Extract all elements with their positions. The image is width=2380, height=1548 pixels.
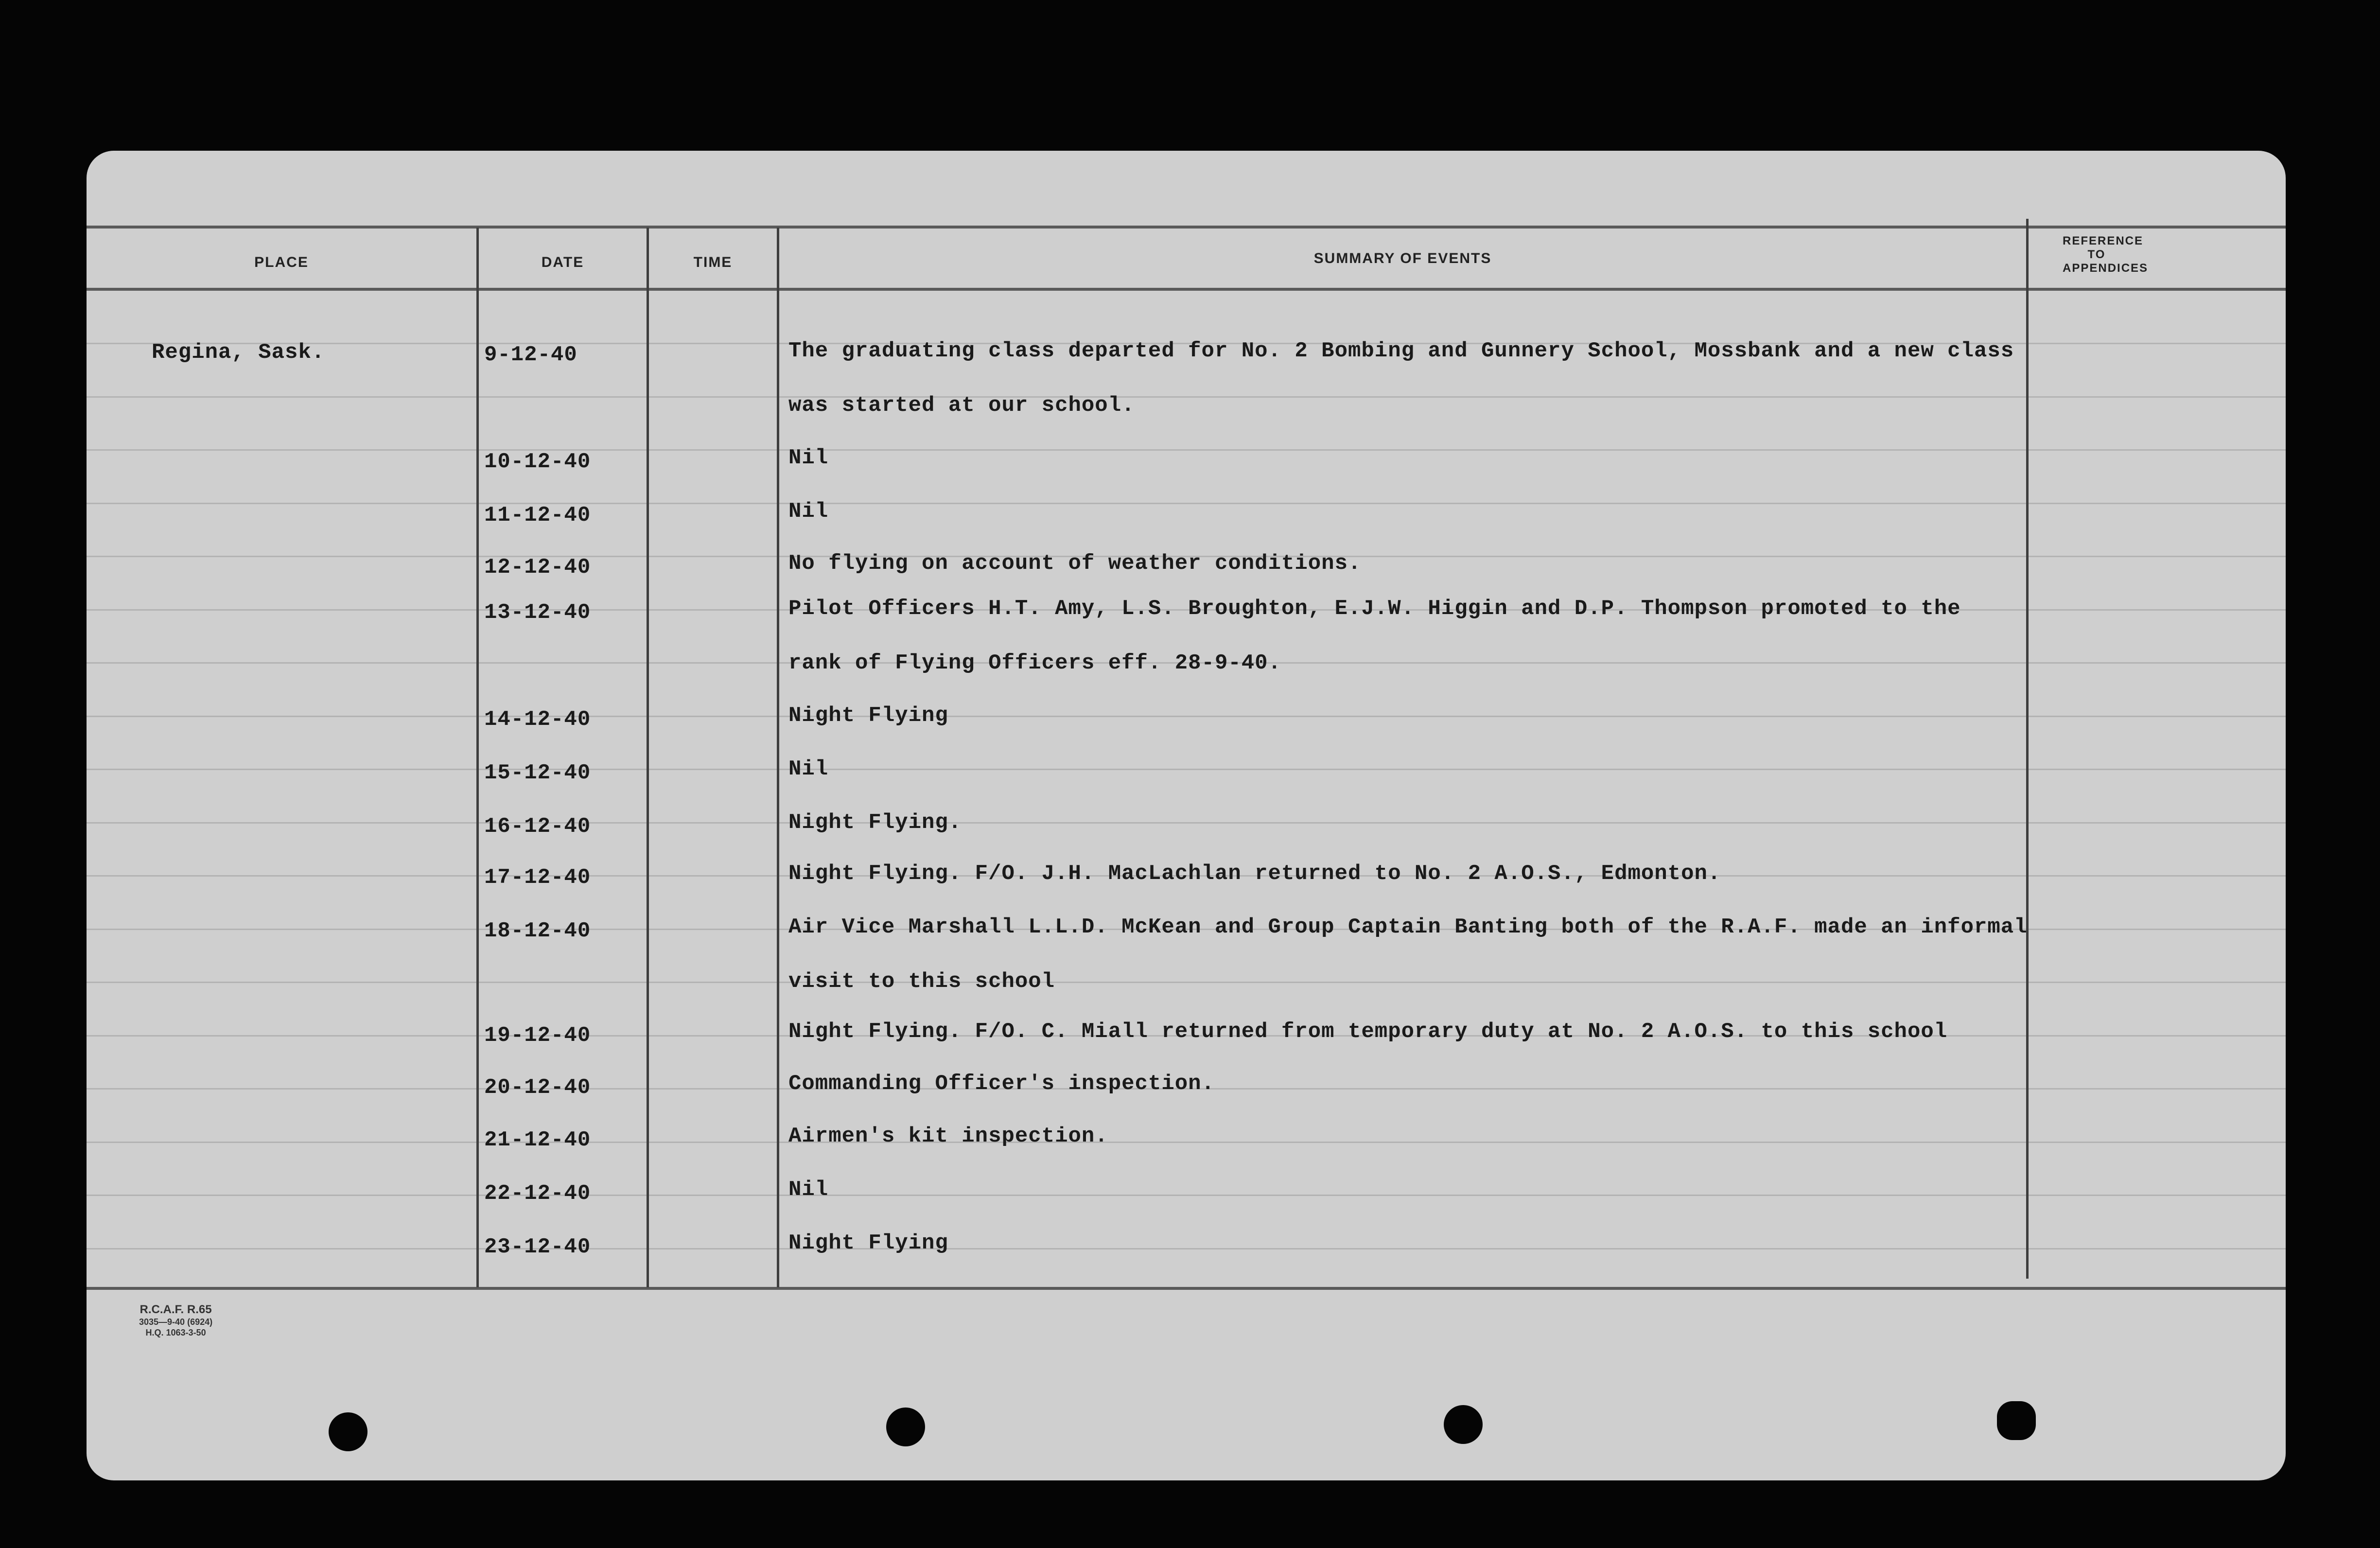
entry-summary-line: No flying on account of weather conditions.: [788, 551, 1362, 576]
entry-summary-line: Night Flying: [788, 1231, 948, 1255]
entry-summary-line: Night Flying. F/O. C. Miall returned from temporary duty at No. 2 A.O.S. to this school: [788, 1020, 1948, 1044]
header-date: DATE: [541, 254, 584, 270]
entry-summary-line: Nil: [788, 1178, 829, 1202]
header-reference: REFERENCE TO APPENDICES: [2063, 234, 2149, 275]
entry-date: 19-12-40: [484, 1023, 591, 1048]
entry-date: 16-12-40: [484, 814, 591, 839]
entry-summary-line: Airmen's kit inspection.: [788, 1124, 1108, 1148]
header-summary: SUMMARY OF EVENTS: [1313, 250, 1492, 266]
header-bottom-rule: [87, 288, 2286, 291]
col-separator-summary: [2026, 219, 2029, 1279]
entry-summary-line: Night Flying. F/O. J.H. MacLachlan returned to No. 2 A.O.S., Edmonton.: [788, 862, 1721, 886]
ruled-line: [87, 1142, 2286, 1143]
ruled-line: [87, 982, 2286, 983]
entry-summary-line: Pilot Officers H.T. Amy, L.S. Broughton, E.J.W. Higgin and D.P. Thompson promoted to the: [788, 597, 1961, 621]
ruled-line: [87, 1248, 2286, 1249]
entry-date: 11-12-40: [484, 503, 591, 528]
punch-hole: [329, 1412, 368, 1451]
entry-date: 13-12-40: [484, 600, 591, 625]
ruled-line: [87, 396, 2286, 398]
footer-rule: [87, 1287, 2286, 1290]
entry-date: 10-12-40: [484, 450, 591, 474]
entry-summary-line: Nil: [788, 757, 829, 781]
entry-date: 18-12-40: [484, 919, 591, 943]
ruled-line: [87, 822, 2286, 824]
col-separator-place: [476, 228, 479, 1287]
entry-summary-line: Nil: [788, 499, 829, 524]
header-time: TIME: [693, 254, 733, 270]
entry-date: 20-12-40: [484, 1075, 591, 1100]
ruled-line: [87, 1195, 2286, 1196]
entry-summary-line: Nil: [788, 446, 829, 470]
entry-date: 23-12-40: [484, 1235, 591, 1259]
punch-hole: [1997, 1401, 2036, 1440]
entry-summary-line: visit to this school: [788, 969, 1055, 994]
form-ref-line2: 3035—9-40 (6924): [139, 1317, 213, 1327]
form-ref-line3: H.Q. 1063-3-50: [145, 1328, 206, 1337]
punch-hole: [1444, 1405, 1483, 1444]
entry-summary-line: Night Flying: [788, 704, 948, 728]
entry-summary-line: Night Flying.: [788, 810, 962, 835]
punch-hole: [886, 1407, 925, 1446]
entry-date: 22-12-40: [484, 1181, 591, 1206]
entry-date: 21-12-40: [484, 1128, 591, 1152]
entry-summary-line: Commanding Officer's inspection.: [788, 1072, 1215, 1096]
col-separator-time: [777, 228, 779, 1287]
entry-date: 17-12-40: [484, 865, 591, 890]
entry-summary-line: was started at our school.: [788, 393, 1135, 418]
entry-date: 15-12-40: [484, 761, 591, 785]
form-ref-line1: R.C.A.F. R.65: [140, 1303, 212, 1316]
ruled-line: [87, 503, 2286, 504]
ruled-line: [87, 716, 2286, 717]
entry-date: 9-12-40: [484, 343, 578, 367]
entry-summary-line: Air Vice Marshall L.L.D. McKean and Group Captain Banting both of the R.A.F. made an informal: [788, 915, 2028, 939]
entry-summary-line: The graduating class departed for No. 2 Bombing and Gunnery School, Mossbank and a new class: [788, 339, 2014, 363]
entry-date: 14-12-40: [484, 707, 591, 732]
ruled-line: [87, 769, 2286, 770]
entry-date: 12-12-40: [484, 555, 591, 580]
entry-summary-line: rank of Flying Officers eff. 28-9-40.: [788, 651, 1281, 675]
header-place: PLACE: [254, 254, 309, 270]
diary-card: [87, 151, 2286, 1480]
ruled-line: [87, 449, 2286, 451]
header-top-rule: [87, 226, 2286, 229]
form-reference: [139, 1303, 212, 1338]
place-text: Regina, Sask.: [152, 340, 325, 365]
col-separator-date: [647, 228, 649, 1287]
